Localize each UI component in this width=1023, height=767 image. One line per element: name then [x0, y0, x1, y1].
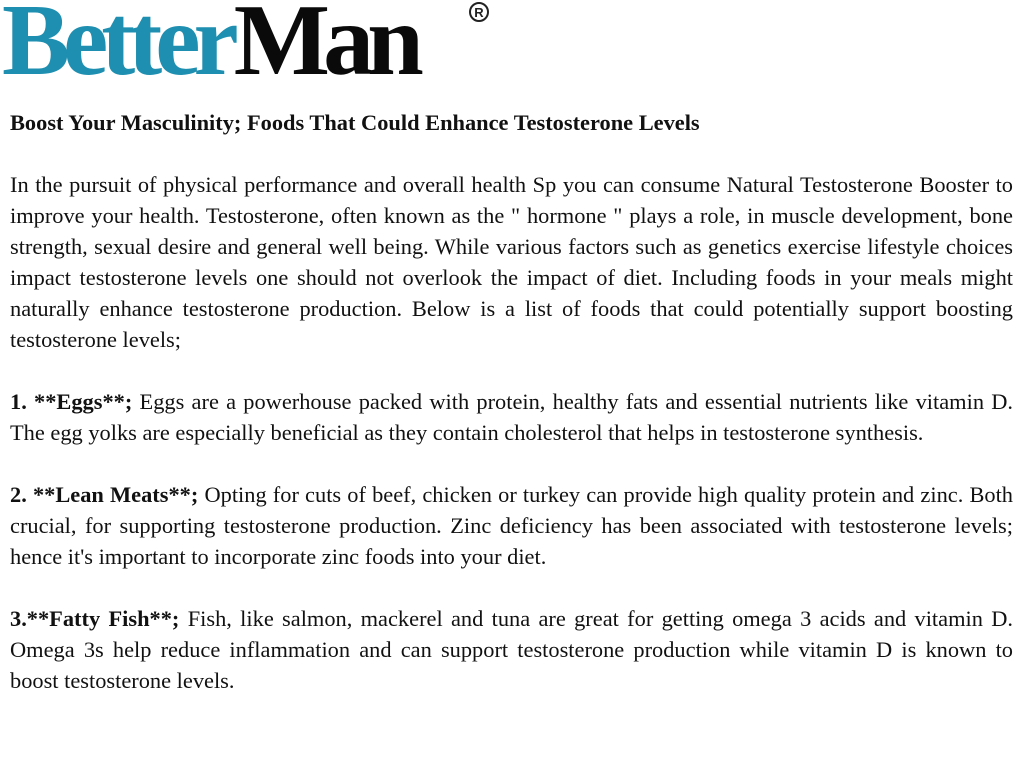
- list-item-text: Eggs are a powerhouse packed with protein, healthy fats and essential nutrients like vitamin D. The egg yolks are especially beneficial as they contain cholesterol that helps in testosterone synthesis.: [10, 389, 1014, 445]
- brand-logo: [2, 0, 484, 97]
- logo-man-text: Man: [233, 0, 417, 97]
- intro-paragraph: In the pursuit of physical performance and overall health Sp you can consume Natural Testosterone Booster to improve your health. Testosterone, often known as the " hormone " plays a role, in muscle development, bone strength, sexual desire and general well being. While various factors such as genetics exercise lifestyle choices impact testosterone levels one should not overlook the impact of diet. Including foods in your meals might naturally enhance testosterone production. Below is a list of foods that could potentially support boosting testosterone levels;: [10, 172, 1013, 352]
- list-item-text: Fish, like salmon, mackerel and tuna are great for getting omega 3 acids and vitamin D. Omega 3s help reduce inflammation and can support testosterone production while vitamin D is known to boost testosterone levels.: [10, 606, 1013, 693]
- list-item-heading: 1. **Eggs**;: [10, 389, 133, 414]
- logo-better-text: Better: [2, 0, 232, 97]
- list-item-fatty-fish: [10, 603, 1013, 696]
- registered-mark-icon: R: [469, 2, 489, 22]
- list-item-lean-meats: [10, 479, 1013, 572]
- list-item-text: Opting for cuts of beef, chicken or turkey can provide high quality protein and zinc. Both crucial, for supporting testosterone production. Zinc deficiency has been associated with testosterone levels; hence it's important to incorporate zinc foods into your diet.: [10, 482, 1013, 569]
- article-title: Boost Your Masculinity; Foods That Could Enhance Testosterone Levels: [10, 110, 700, 135]
- list-item-heading: 2. **Lean Meats**;: [10, 482, 199, 507]
- list-item-eggs: [10, 386, 1013, 448]
- list-item-heading: 3.**Fatty Fish**;: [10, 606, 180, 631]
- article-body: [10, 107, 1013, 696]
